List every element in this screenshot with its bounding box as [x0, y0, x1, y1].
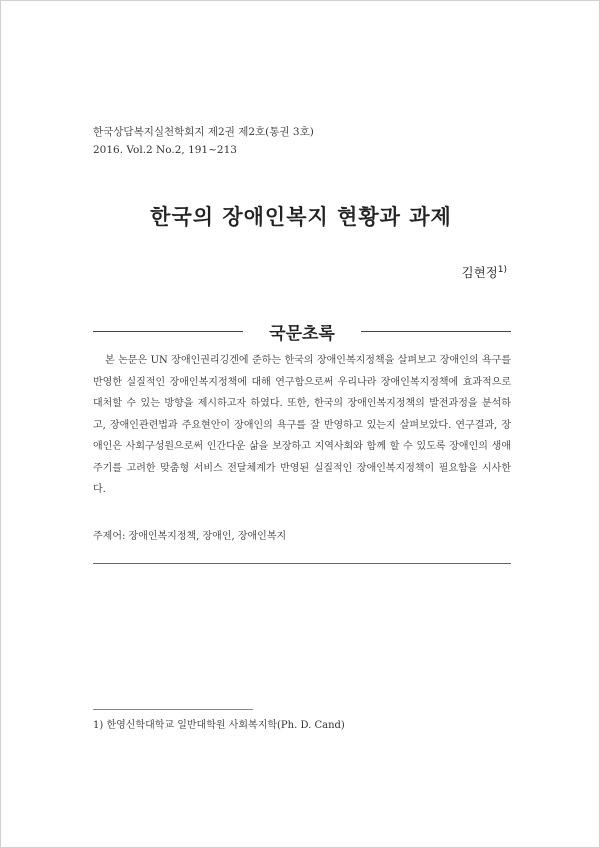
paper-title: 한국의 장애인복지 현황과 과제 — [150, 205, 452, 229]
author-name: 김현정 — [461, 265, 498, 280]
journal-citation: 2016. Vol.2 No.2, 191~213 — [93, 144, 237, 156]
abstract-body: 본 논문은 UN 장애인권리깅겐에 준하는 한국의 장애인복지정책을 살펴보고 장애인의 욕구를 반영한 실질적인 장애인복지정책에 대해 연구함으로써 우리나라 장애인복지정책에 효과적으로 대처할 수 있는 방향을 제시하고자 하였다. 또한, 한국의 장애인복지정책의 발전과정을 분석하고, 장애인관련법과 주요현안이 장애인의 욕구를 잘 반영하고 있는지 살펴보았다. 연구결과, 장애인은 사회구성원으로써 인간다운 삶을 보장하고 지역사회와 함께 할 수 있도록 장애인의 생애주기를 고려한 맞춤형 서비스 전달체계가 반영된 실질적인 장애인복지정책이 필요함을 시사한다. — [93, 355, 511, 495]
abstract-heading-right-rule — [361, 331, 511, 332]
footnote-rule — [93, 709, 253, 710]
section-divider — [93, 563, 511, 564]
journal-name: 한국상담복지실천학회지 제2권 제2호(통권 3호) — [93, 126, 314, 138]
footnote: 1) 한영신학대학교 일반대학원 사회복지학(Ph. D. Cand) — [93, 720, 345, 731]
author-footnote-mark: 1) — [497, 264, 507, 275]
journal-info — [93, 123, 314, 159]
author — [462, 263, 507, 281]
keywords: 주제어: 장애인복지정책, 장애인, 장애인복지 — [93, 531, 287, 542]
abstract-heading — [93, 317, 511, 345]
abstract-heading-label: 국문초록 — [269, 324, 335, 344]
